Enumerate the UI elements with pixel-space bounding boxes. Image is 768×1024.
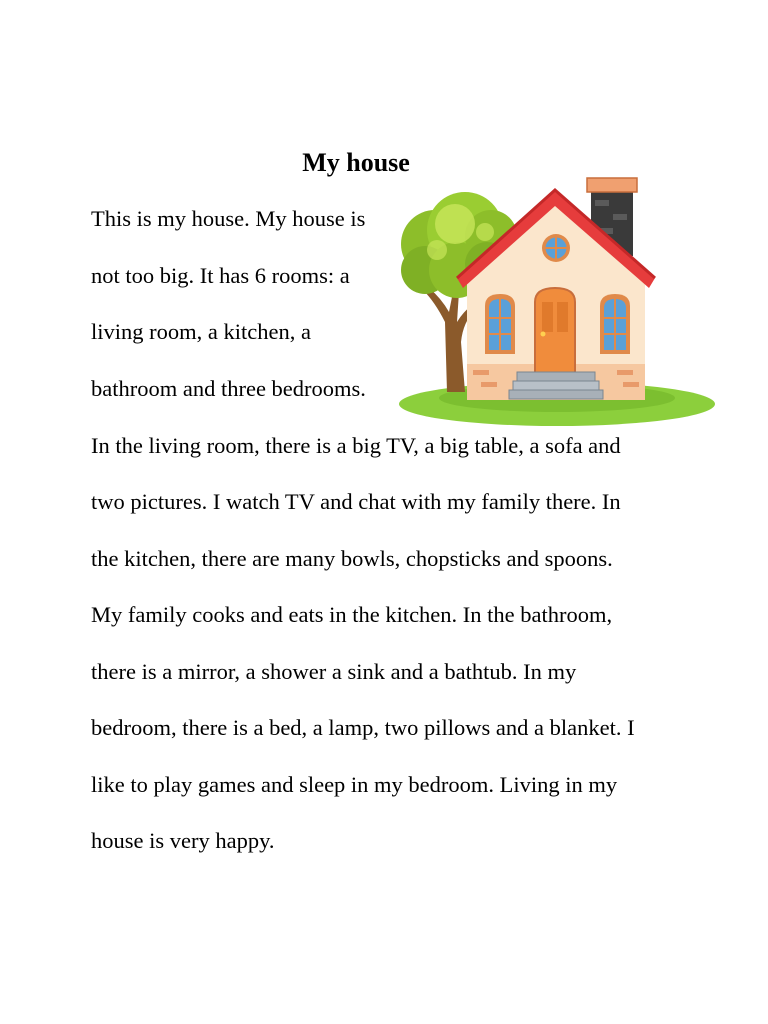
body-line-4: My family cooks and eats in the kitchen. In the bathroom,: [91, 602, 613, 627]
intro-line-4: bathroom and three bedrooms.: [91, 376, 366, 401]
body-line-5: there is a mirror, a shower a sink and a bathtub. In my: [91, 659, 577, 684]
body-line-2: two pictures. I watch TV and chat with my family there. In: [91, 489, 621, 514]
intro-line-2: not too big. It has 6 rooms: a: [91, 263, 350, 288]
body-line-1: In the living room, there is a big TV, a big table, a sofa and: [91, 433, 621, 458]
house-icon: [395, 172, 720, 432]
page-title: My house: [302, 148, 410, 177]
body-line-7: like to play games and sleep in my bedroom. Living in my: [91, 772, 618, 797]
intro-line-1: This is my house. My house is: [91, 206, 366, 231]
body-line-3: the kitchen, there are many bowls, chopsticks and spoons.: [91, 546, 613, 571]
body-line-8: house is very happy.: [91, 828, 275, 853]
body-line-6: bedroom, there is a bed, a lamp, two pillows and a blanket. I: [91, 715, 635, 740]
intro-line-3: living room, a kitchen, a: [91, 319, 311, 344]
